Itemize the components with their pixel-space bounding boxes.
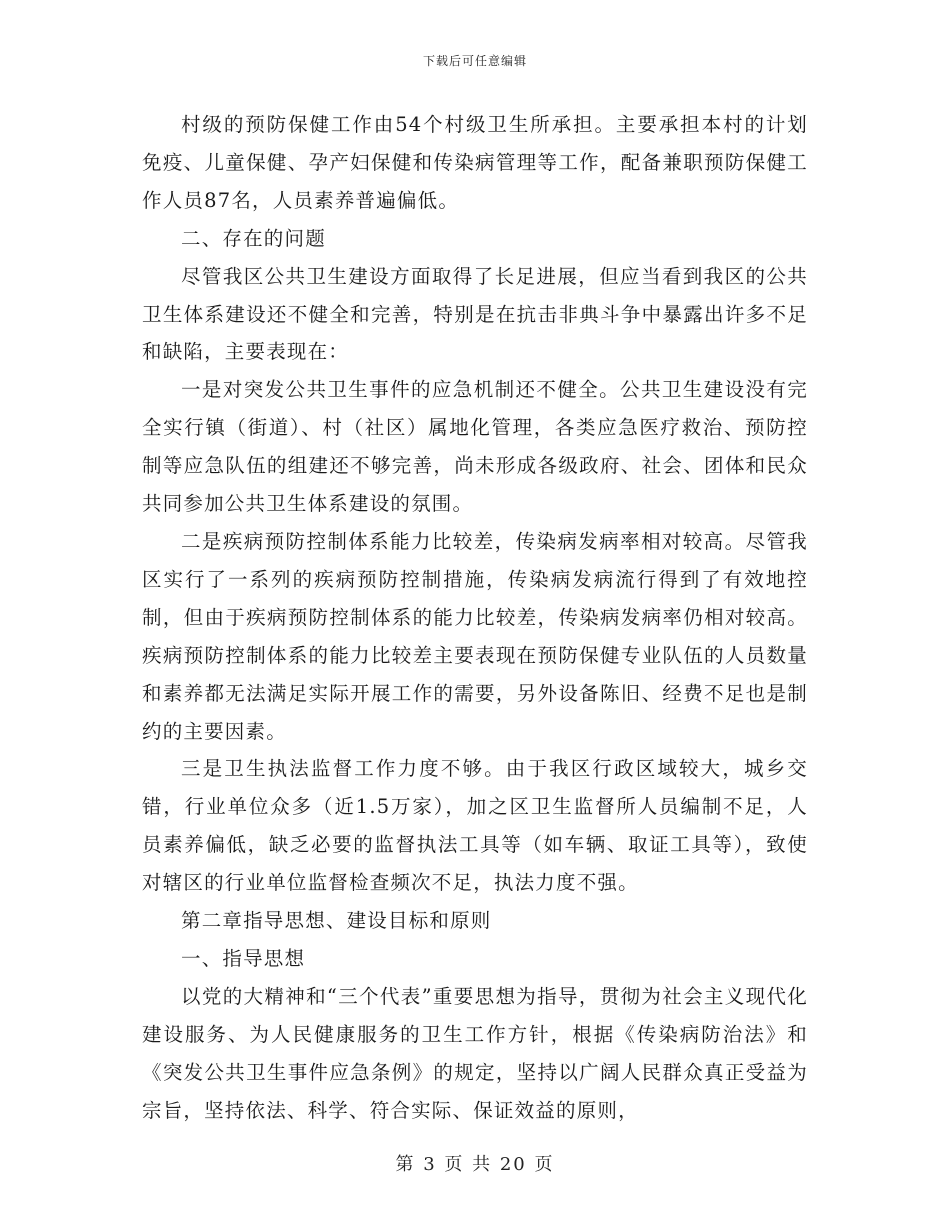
paragraph-problem-two: 二是疾病预防控制体系能力比较差，传染病发病率相对较高。尽管我区实行了一系列的疾病预防控制措施，传染病发病流行得到了有效地控制，但由于疾病预防控制体系的能力比较差，传染病发病率仍相对较高。疾病预防控制体系的能力比较差主要表现在预防保健专业队伍的人员数量和素养都无法满足实际开展工作的需要，另外设备陈旧、经费不足也是制约的主要因素。 [142, 529, 808, 743]
page-header: 下载后可任意编辑 [422, 54, 527, 68]
paragraph-guiding-thought: 以党的大精神和“三个代表”重要思想为指导，贯彻为社会主义现代化建设服务、为人民健康服务的卫生工作方针，根据《传染病防治法》和《突发公共卫生事件应急条例》的规定，坚持以广阔人民群众真正受益为宗旨，坚持依法、科学、符合实际、保证效益的原则， [142, 984, 808, 1122]
paragraph-problems-intro: 尽管我区公共卫生建设方面取得了长足进展，但应当看到我区的公共卫生体系建设还不健全和完善，特别是在抗击非典斗争中暴露出许多不足和缺陷，主要表现在： [142, 264, 808, 364]
paragraph-problem-one: 一是对突发公共卫生事件的应急机制还不健全。公共卫生建设没有完全实行镇（街道）、村（社区）属地化管理，各类应急医疗救治、预防控制等应急队伍的组建还不够完善，尚未形成各级政府、社会、团体和民众共同参加公共卫生体系建设的氛围。 [142, 378, 808, 516]
chapter-heading-two: 第二章指导思想、建设目标和原则 [181, 909, 492, 933]
document-body [142, 106, 808, 1129]
section-heading-guiding-thought: 一、指导思想 [181, 946, 306, 970]
section-heading-problems: 二、存在的问题 [181, 226, 326, 250]
paragraph-problem-three: 三是卫生执法监督工作力度不够。由于我区行政区域较大，城乡交错，行业单位众多（近1.5万家），加之区卫生监督所人员编制不足，人员素养偏低，缺乏必要的监督执法工具等（如车辆、取证工具等），致使对辖区的行业单位监督检查频次不足，执法力度不强。 [142, 757, 808, 895]
page-footer: 第 3 页 共 20 页 [395, 1154, 555, 1175]
paragraph-village-prevention: 村级的预防保健工作由54个村级卫生所承担。主要承担本村的计划免疫、儿童保健、孕产妇保健和传染病管理等工作，配备兼职预防保健工作人员87名，人员素养普遍偏低。 [142, 113, 808, 212]
